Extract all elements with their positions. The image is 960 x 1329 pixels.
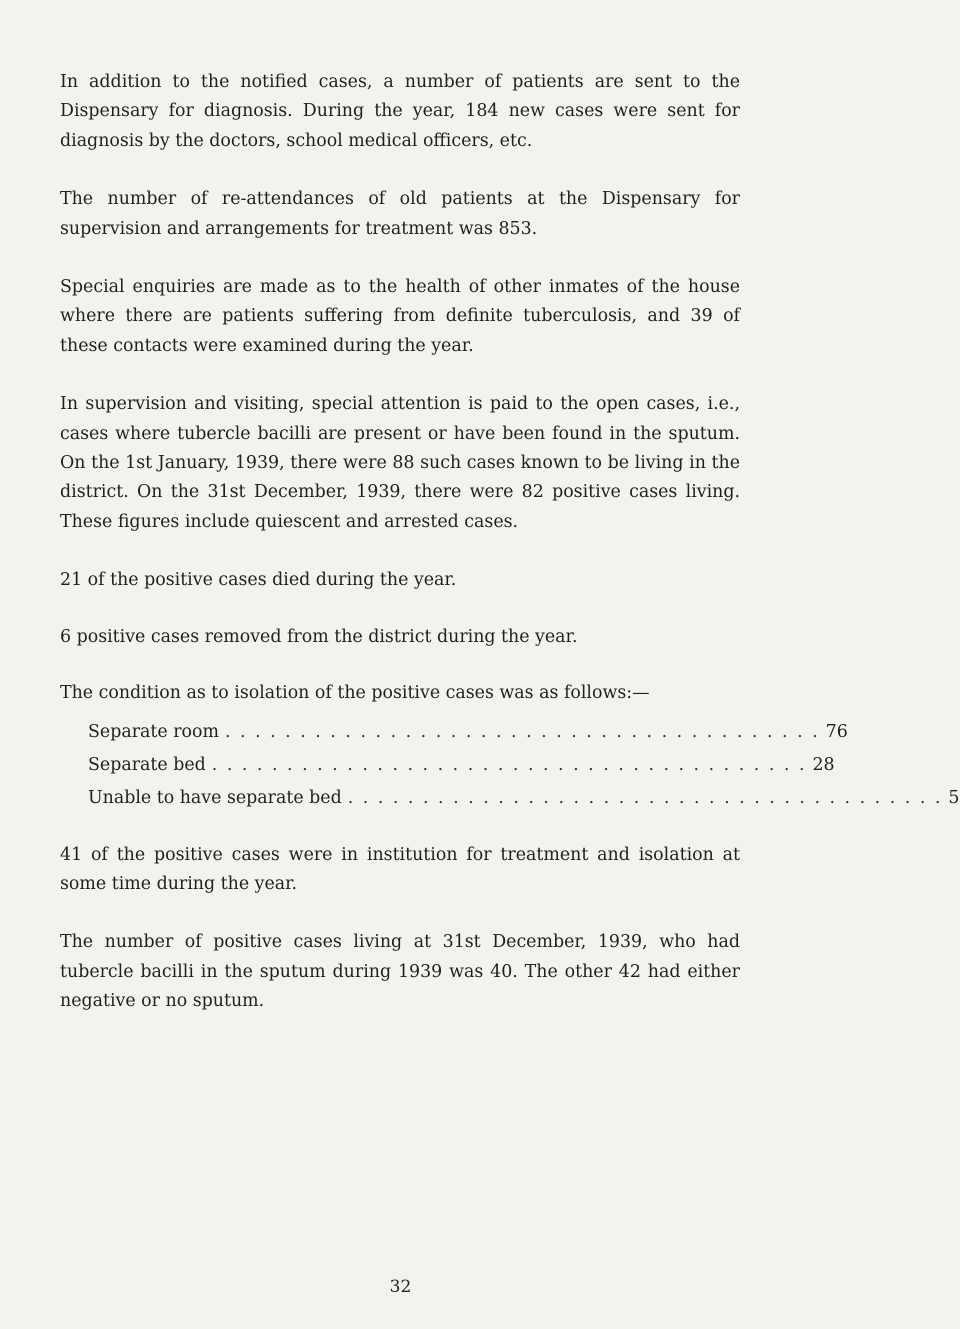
page-number: 32 xyxy=(389,1277,412,1297)
isolation-value: 5 xyxy=(948,787,960,808)
document-page xyxy=(60,68,960,1046)
isolation-label: Separate room xyxy=(88,721,219,742)
isolation-row xyxy=(88,749,835,782)
isolation-intro: The condition as to isolation of the positive cases was as follows:— xyxy=(60,683,650,704)
paragraph-removals: 6 positive cases removed from the district during the year. xyxy=(60,626,578,647)
paragraph-sputum: The number of positive cases living at 31st December, 1939, who had tubercle bacilli in the sputum during 1939 was 40. The other 42 had either negative or no sputum. xyxy=(60,932,740,1012)
dot-leader: . . . . . . . . . . . . . . . . . . . . . . . . . . . . . . . . . . . . . . . . xyxy=(211,754,807,775)
isolation-value: 28 xyxy=(812,754,835,775)
isolation-value: 76 xyxy=(825,721,848,742)
isolation-label: Unable to have separate bed xyxy=(88,787,342,808)
paragraph-re-attendances: The number of re-attendances of old patients at the Dispensary for supervision and arrangements for treatment was 853. xyxy=(60,189,740,239)
isolation-table xyxy=(88,716,960,815)
paragraph-contacts: Special enquiries are made as to the health of other inmates of the house where there are patients suffering from definite tuberculosis, and 39 of these contacts were examined during the year. xyxy=(60,277,740,356)
isolation-row xyxy=(88,782,960,815)
paragraph-deaths: 21 of the positive cases died during the year. xyxy=(60,570,457,591)
dot-leader: . . . . . . . . . . . . . . . . . . . . . . . . . . . . . . . . . . . . . . . . xyxy=(347,787,943,808)
isolation-row xyxy=(88,716,848,749)
dot-leader: . . . . . . . . . . . . . . . . . . . . . . . . . . . . . . . . . . . . . . . . xyxy=(224,721,820,742)
paragraph-institution: 41 of the positive cases were in institution for treatment and isolation at some time during the year. xyxy=(60,844,740,894)
isolation-label: Separate bed xyxy=(88,754,206,775)
paragraph-open-cases: In supervision and visiting, special attention is paid to the open cases, i.e., cases where tubercle bacilli are present or have been found in the sputum. On the 1st January, 1939, there were 88 such cases known to be living in the district. On the 31st December, 1939, there were 82 positive cases living. These figures include quiescent and arrested cases. xyxy=(60,394,740,532)
paragraph-diagnosis: In addition to the notified cases, a number of patients are sent to the Dispensary for diagnosis. During the year, 184 new cases were sent for diagnosis by the doctors, school medical officers, etc. xyxy=(60,72,740,151)
